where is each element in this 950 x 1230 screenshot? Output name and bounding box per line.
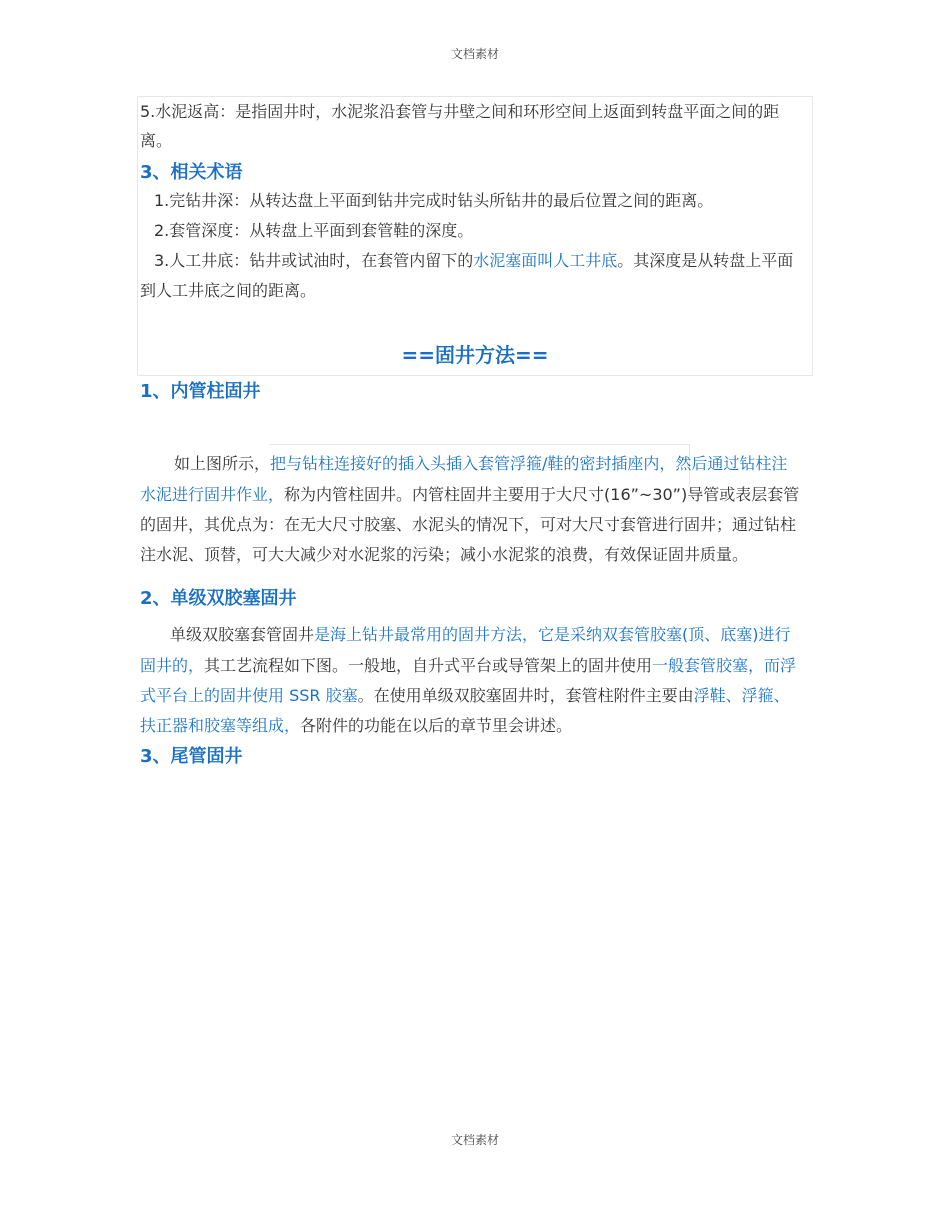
- text-run: 各附件的功能在以后的章节里会讲述。: [300, 716, 573, 735]
- term-item: [154, 246, 793, 276]
- divider-line: [270, 444, 690, 445]
- paragraph-line: 注水泥、顶替，可大大减少对水泥浆的污染；减小水泥浆的浪费，有效保证固井质量。: [140, 545, 749, 564]
- paragraph-line: [140, 681, 790, 711]
- paragraph-line: [170, 620, 791, 650]
- page-footer: 文档素材: [450, 1133, 499, 1147]
- term-item: 1.完钻井深：从转达盘上平面到钻井完成时钻头所钻井的最后位置之间的距离。: [154, 191, 714, 210]
- paragraph-line: 的固井，其优点为：在无大尺寸胶塞、水泥头的情况下，可对大尺寸套管进行固井；通过钻柱: [140, 515, 797, 534]
- highlighted-text: 是海上钻井最常用的固井方法，它是采纳双套管胶塞(顶、底塞)进行: [314, 625, 791, 644]
- term-text: 3.人工井底：钻井或试油时，在套管内留下的: [154, 251, 474, 270]
- text-run: 。在使用单级双胶塞固井时，套管柱附件主要由: [357, 686, 694, 705]
- paragraph-line: 5.水泥返高：是指固井时，水泥浆沿套管与井壁之间和环形空间上返面到转盘平面之间的距: [140, 102, 780, 121]
- text-run: 如上图所示，: [174, 454, 271, 473]
- heading-related-terms: 3、相关术语: [140, 162, 243, 183]
- paragraph-line: 离。: [140, 131, 173, 150]
- highlighted-text: 浮鞋、浮箍、: [693, 686, 790, 705]
- text-run: 其工艺流程如下图。一般地，自升式平台或导管架上的固井使用: [204, 656, 653, 675]
- heading-two-plug: 2、单级双胶塞固井: [140, 588, 297, 609]
- paragraph-line: [140, 651, 796, 681]
- highlighted-text: 水泥进行固井作业，: [140, 485, 285, 504]
- term-text: 。其深度是从转盘上平面: [617, 251, 794, 270]
- text-run: 称为内管柱固井。内管柱固井主要用于大尺寸(16”~30”)导管或表层套管: [284, 485, 800, 504]
- heading-liner: 3、尾管固井: [140, 746, 243, 767]
- highlighted-text: 水泥塞面叫人工井底: [473, 251, 618, 270]
- paragraph-line: [140, 711, 572, 741]
- text-run: 单级双胶塞套管固井: [170, 625, 315, 644]
- heading-inner-string: 1、内管柱固井: [140, 381, 261, 402]
- highlighted-text: 把与钻柱连接好的插入头插入套管浮箍/鞋的密封插座内，然后通过钻柱注: [270, 454, 788, 473]
- paragraph-line: [140, 480, 799, 510]
- paragraph-line: [174, 449, 787, 479]
- highlighted-text: 固井的，: [140, 656, 205, 675]
- page-header: 文档素材: [450, 47, 499, 61]
- highlighted-text: 扶正器和胶塞等组成，: [140, 716, 301, 735]
- term-item-continued: 到人工井底之间的距离。: [140, 281, 317, 300]
- highlighted-text: 式平台上的固井使用 SSR 胶塞: [140, 686, 358, 705]
- heading-cementing-methods: ==固井方法==: [401, 343, 549, 367]
- highlighted-text: 一般套管胶塞，而浮: [652, 656, 797, 675]
- term-item: 2.套管深度：从转盘上平面到套管鞋的深度。: [154, 221, 474, 240]
